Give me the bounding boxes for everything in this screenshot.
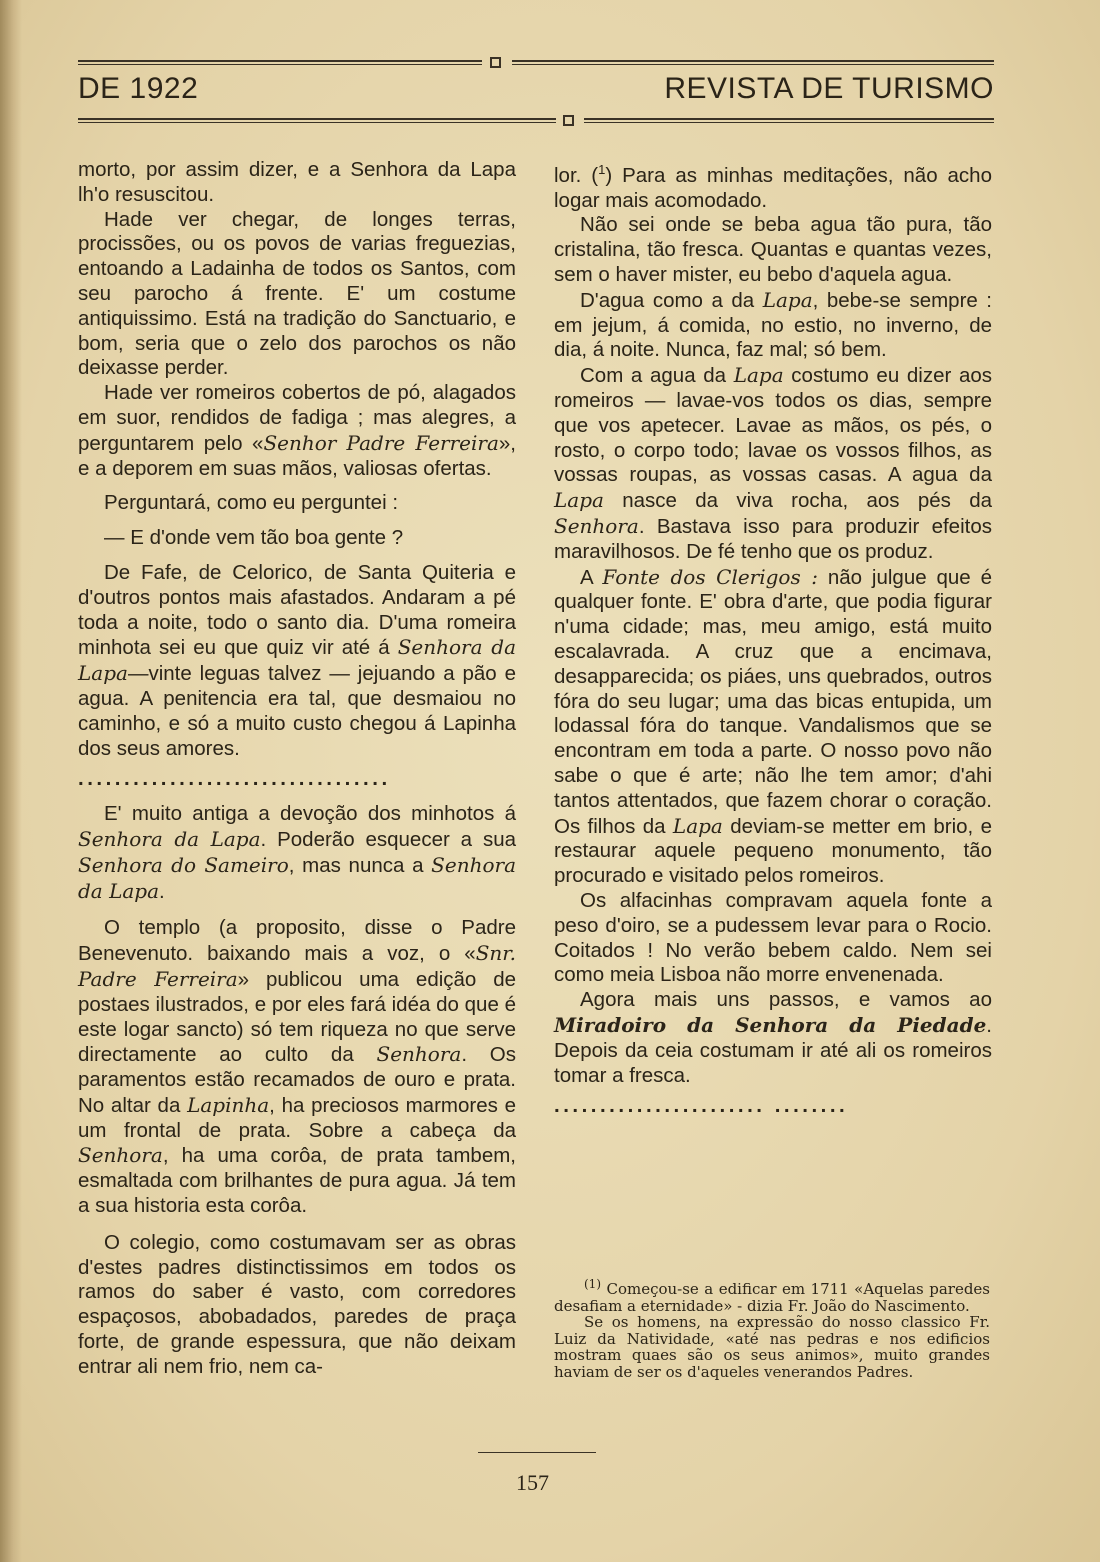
italic-name: Fonte dos Clerigos : (602, 564, 818, 589)
header-bottom-rule-left (78, 118, 556, 123)
italic-name: Senhora (376, 1042, 462, 1067)
italic-name: Lapa (672, 813, 723, 838)
paragraph (554, 565, 992, 889)
paragraph-text: ) Para as minhas meditações, não acho logar mais acomodado. (554, 163, 992, 212)
paragraph-text: A (580, 565, 603, 589)
paragraph (554, 363, 992, 564)
paragraph-text: , ha uma corôa, de prata tambem, esmaltada com brilhantes de pura agua. Já tem a sua historia esta corôa. (78, 1144, 516, 1218)
paragraph (554, 288, 992, 363)
header-title: REVISTA DE TURISMO (664, 72, 994, 105)
paragraph-text: O templo (a proposito, disse o Padre Benevenuto. baixando mais a voz, o « (78, 916, 516, 966)
paragraph-text: não julgue que é qualquer fonte. E' obra d'arte, que podia figurar n'uma cidade; mas, meu amigo, está muito escalavrada. A cruz que a encimava, desapparecida; os piáes, uns quebrados, outros fóra do seu lugar; uma das bicas entupida, um lodassal fóra do tanque. Vandalismos que se encontram em toda a parte. O nosso povo não sabe o que é arte; não lhe tem amor; d'ahi tantos attentados, que fazem chorar o coração. Os filhos da (554, 565, 992, 838)
paragraph-text: , bebe-se sempre : em jejum, á comida, no estio, no inverno, de dia, á noite. Nunca, faz mal; só bem. (554, 288, 993, 362)
paragraph-text: —vinte leguas talvez — jejuando a pão e agua. A penitencia era tal, que desmaiou no caminho, e só a muito custo chegou á Lapinha dos seus amores. (78, 662, 516, 760)
page-number-rule (478, 1452, 596, 1453)
italic-name: Lapa (554, 488, 604, 513)
paragraph-text: D'agua como a da (580, 288, 763, 312)
footnote (554, 1314, 990, 1380)
italic-name: Lapa (762, 287, 813, 312)
paragraph (78, 381, 516, 481)
italic-name: Senhora da Lapa (78, 826, 261, 851)
italic-name: Senhora da Lapa (78, 635, 516, 686)
footnote-reference: 1 (598, 162, 606, 177)
paragraph-text: , ha preciosos marmores e um frontal de prata. Sobre a cabeça da (78, 1093, 516, 1142)
header-square-ornament (490, 57, 501, 68)
paragraph-text: — E d'onde vem tão boa gente ? (104, 526, 404, 550)
paragraph (554, 889, 992, 988)
paragraph-text: Perguntará, como eu perguntei : (104, 491, 399, 515)
paragraph (554, 158, 992, 213)
paragraph-text: . (159, 879, 165, 903)
section-divider-dots: .................................. (78, 767, 391, 791)
italic-name: Senhora da Lapa (78, 852, 516, 903)
paragraph-text: morto, por assim dizer, e a Senhora da Lapa lh'o resuscitou. (78, 158, 516, 206)
paragraph (78, 1231, 516, 1380)
paragraph-text: E' muito antiga a devoção dos minhotos á (104, 802, 516, 826)
italic-name: Lapinha (187, 1092, 270, 1117)
header-date: DE 1922 (78, 72, 199, 105)
italic-name: Senhor Padre Ferreira (263, 430, 499, 455)
paragraph-text: lor. ( (554, 163, 599, 187)
italic-name: Senhora (554, 513, 639, 538)
italic-name: Miradoiro da Senhora da Piedade (554, 1012, 987, 1037)
italic-name: Snr. Padre Ferreira (78, 941, 516, 991)
header-top-rule-left (78, 60, 482, 65)
paragraph-text: Não sei onde se beba agua tão pura, tão cristalina, tão fresca. Quantas e quantas vezes, sem o haver mister, eu bebo d'aquela agua. (554, 213, 992, 287)
paragraph-text: Os alfacinhas compravam aquela fonte a peso d'oiro, se a pudessem levar para o Rocio. Coitados ! No verão bebem caldo. Nem sei como meia Lisboa não morre envenenada. (554, 888, 992, 987)
footnotes (554, 1276, 990, 1381)
footnote-marker: (1) (584, 1277, 601, 1291)
page-edge-shadow (0, 0, 22, 1562)
right-column (554, 158, 992, 1129)
paragraph-text: , mas nunca a (288, 853, 432, 877)
paragraph-text: . Bastava isso para produzir efeitos maravilhosos. De fé tenho que os produz. (554, 514, 992, 563)
paragraph (78, 916, 516, 1219)
paragraph-text: . Os paramentos estão recamados de ouro e prata. No altar da (78, 1043, 516, 1117)
italic-name: Senhora do Sameiro (78, 852, 289, 877)
paragraph-text: O colegio, como costumavam ser as obras d'estes padres distinctissimos em todos os ramos do saber é vasto, com corredores espaçosos, abobadados, paredes de praça forte, de grande espessura, que não deixam entrar ali nem frio, nem ca- (78, 1230, 516, 1378)
paragraph-text: » publicou uma edição de postaes ilustrados, e por eles fará idéa do que é este logar sancto) só tem riqueza no que serve directamente ao culto da (78, 967, 516, 1067)
italic-name: Senhora (78, 1143, 163, 1168)
paragraph-text: costumo eu dizer aos romeiros — lavae-vos todos os dias, sempre que vos apetecer. Lavae as mãos, os pés, o rosto, o corpo todo; lavae os vossos filhos, as vossas roupas, as vossas casas. A agua da (554, 364, 993, 487)
left-column (78, 158, 516, 1380)
paragraph (78, 208, 516, 382)
footnote (554, 1276, 990, 1314)
paragraph-text: Hade ver romeiros cobertos de pó, alagados em suor, rendidos de fadiga ; mas alegres, a perguntarem pelo « (78, 381, 516, 455)
page-number: 157 (516, 1470, 549, 1495)
paragraph (554, 213, 992, 287)
paragraph (78, 561, 516, 761)
paragraph-text: . Depois da ceia costumam ir até ali os romeiros tomar a fresca. (554, 1013, 992, 1087)
paragraph-text: nasce da viva rocha, aos pés da (603, 489, 992, 513)
section-divider-dots: ....................... ........ (554, 1094, 849, 1118)
paragraph-text: Agora mais uns passos, e vamos ao (580, 988, 992, 1012)
paragraph (78, 491, 516, 516)
footnote-text: Começou-se a edificar em 1711 «Aquelas paredes desafiam a eternidade» - dizia Fr. João do Nascimento. (554, 1280, 990, 1315)
header-bottom-rule-right (584, 118, 994, 123)
paragraph (78, 158, 516, 208)
paragraph-text: Hade ver chegar, de longes terras, procissões, ou os povos de varias freguezias, entoando a Ladainha de todos os Santos, com seu parocho á frente. E' um costume antiquissimo. Está na tradição do Sanctuario, e bom, seria que o zelo dos parochos os não deixasse perder. (78, 207, 516, 380)
footnote-text: Se os homens, na expressão do nosso classico Fr. Luiz da Natividade, «até nas pedras e nos edificios mostram quaes são os seus animos», muito grandes haviam de ser os d'aqueles venerandos Padres. (554, 1313, 990, 1381)
header-top-rule-right (512, 60, 994, 65)
paragraph-text: De Fafe, de Celorico, de Santa Quiteria e d'outros pontos mais afastados. Andaram a pé toda a noite, todo o santo dia. D'uma romeira minhota sei eu que quiz vir até á (78, 560, 516, 660)
paragraph-text: . Poderão esquecer a sua (260, 827, 516, 851)
header-square-ornament (563, 115, 574, 126)
italic-name: Lapa (733, 363, 784, 388)
paragraph (78, 802, 516, 904)
paragraph (554, 988, 992, 1088)
paragraph-text: », e a deporem em suas mãos, valiosas ofertas. (78, 431, 516, 480)
paragraph-text: Com a agua da (580, 364, 734, 388)
dialogue-line (78, 526, 516, 551)
paragraph-text: deviam-se metter em brio, e restaurar aquele pequeno monumento, tão procurado e visitado pelos romeiros. (554, 814, 992, 888)
